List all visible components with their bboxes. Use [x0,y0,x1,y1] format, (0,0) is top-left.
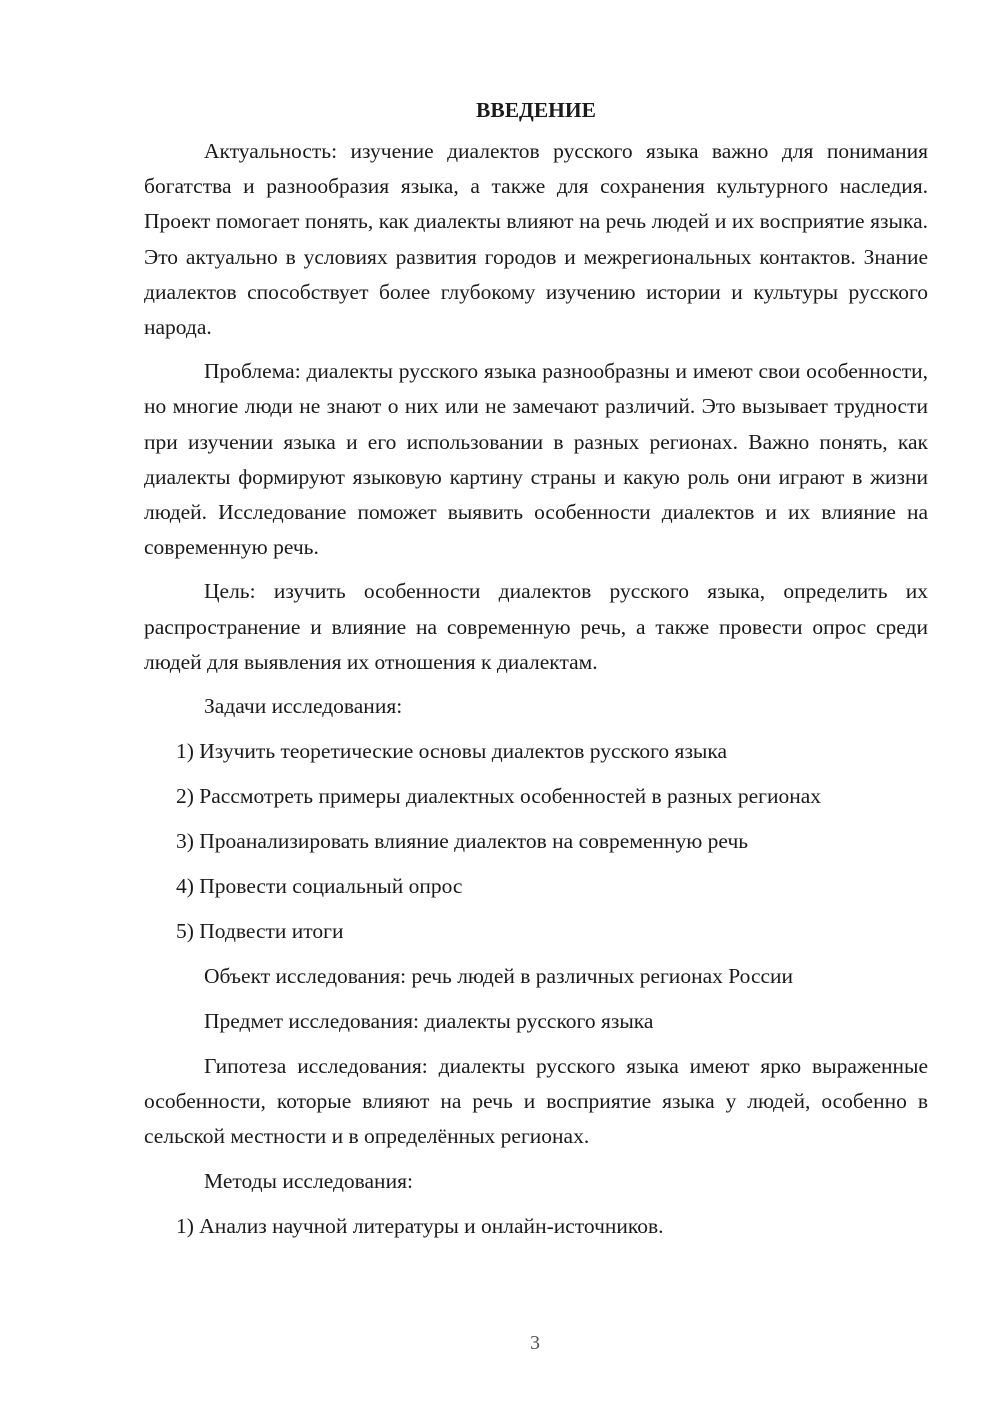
methods-title: Методы исследования: [204,1168,413,1193]
document-page [144,92,928,1254]
goal-paragraph: Цель: изучить особенности диалектов русского языка, определить их распространение и влияние на современную речь, а также провести опрос среди людей для выявления их отношения к диалектам. [144,579,928,674]
task-item: 2) Рассмотреть примеры диалектных особенностей в разных регионах [176,784,822,809]
tasks-list [144,734,928,949]
task-item: 5) Подвести итоги [176,919,344,944]
task-item: 4) Провести социальный опрос [176,874,463,899]
methods-list [144,1209,928,1244]
method-item: 1) Анализ научной литературы и онлайн-источников. [176,1213,664,1238]
tasks-title: Задачи исследования: [204,694,403,719]
task-item: 1) Изучить теоретические основы диалектов русского языка [176,739,728,764]
research-object: Объект исследования: речь людей в различных регионах России [204,964,794,989]
relevance-paragraph: Актуальность: изучение диалектов русского языка важно для понимания богатства и разнообразия языка, а также для сохранения культурного наследия. Проект помогает понять, как диалекты влияют на речь людей и их восприятие языка. Это актуально в условиях развития городов и межрегиональных контактов. Знание диалектов способствует более глубокому изучению истории и культуры русского народа. [144,139,928,340]
document-heading: ВВЕДЕНИЕ [476,98,596,122]
page-number: 3 [530,1332,540,1354]
hypothesis-paragraph: Гипотеза исследования: диалекты русского языка имеют ярко выраженные особенности, которые влияют на речь и восприятие языка у людей, особенно в сельской местности и в определённых регионах. [144,1054,928,1149]
research-subject: Предмет исследования: диалекты русского языка [204,1009,654,1034]
task-item: 3) Проанализировать влияние диалектов на современную речь [176,829,749,854]
problem-paragraph: Проблема: диалекты русского языка разнообразны и имеют свои особенности, но многие люди не знают о них или не замечают различий. Это вызывает трудности при изучении языка и его использовании в разных регионах. Важно понять, как диалекты формируют языковую картину страны и какую роль они играют в жизни людей. Исследование поможет выявить особенности диалектов и их влияние на современную речь. [144,359,928,560]
